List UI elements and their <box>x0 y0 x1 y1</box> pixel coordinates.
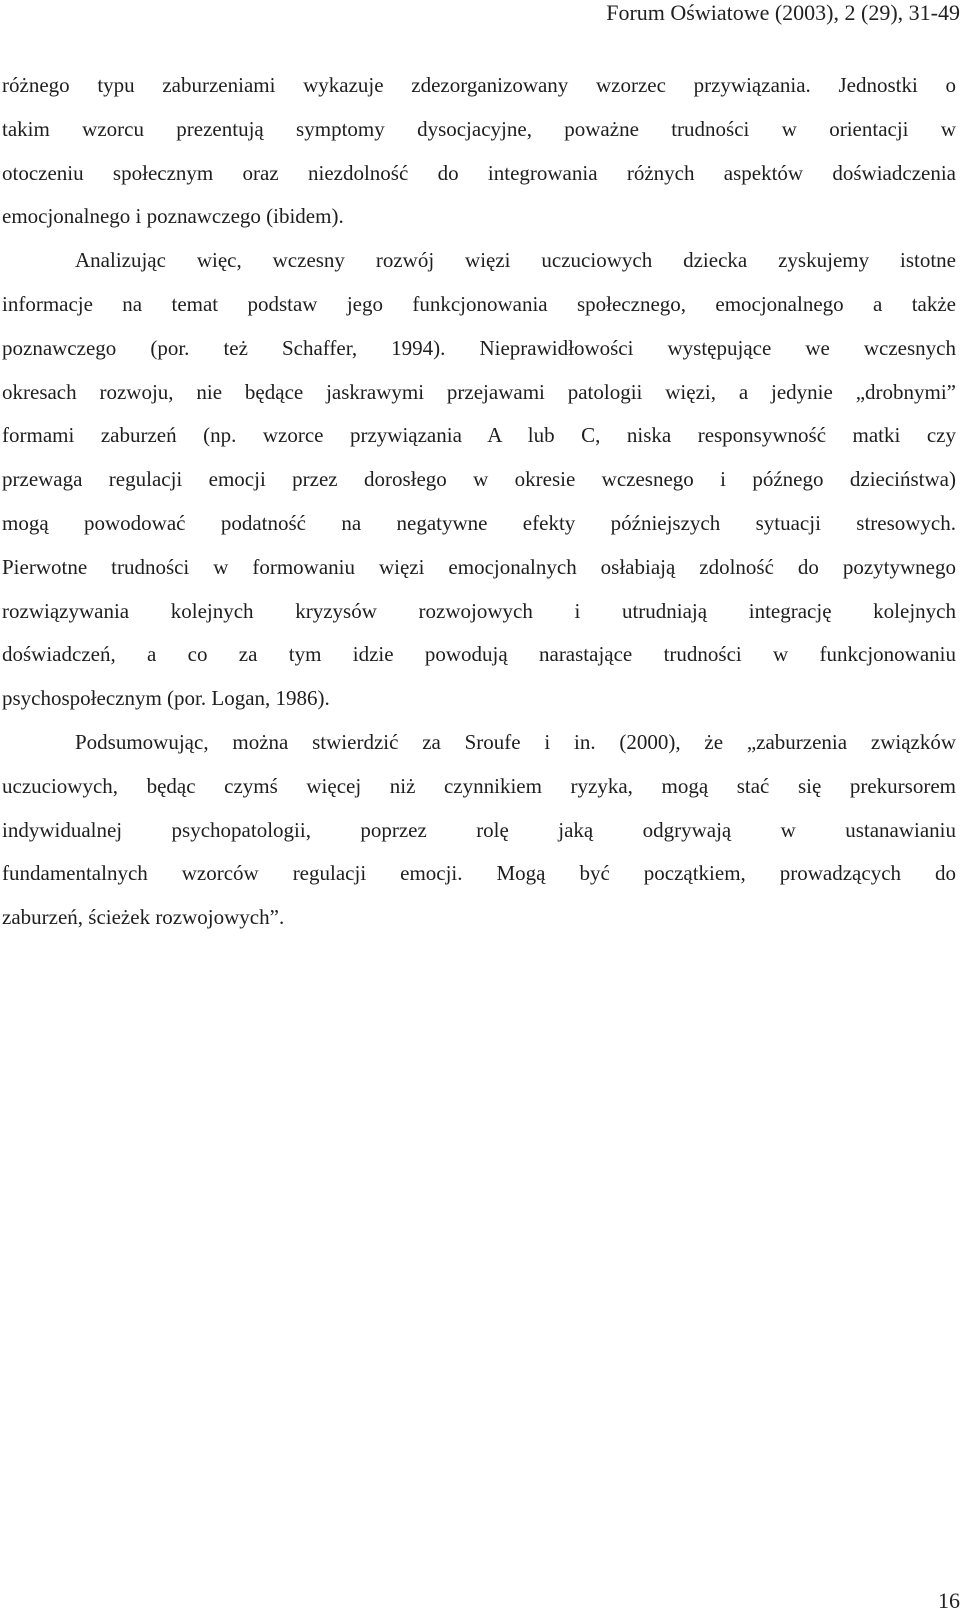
text-line: otoczeniu społecznym oraz niezdolność do integrowania różnych aspektów doświadczenia <box>2 160 956 185</box>
text-line: Podsumowując, można stwierdzić za Sroufe i in. (2000), że „zaburzenia związków <box>75 729 956 754</box>
text-line: informacje na temat podstaw jego funkcjonowania społecznego, emocjonalnego a także <box>2 291 956 316</box>
text-line: różnego typu zaburzeniami wykazuje zdezorganizowany wzorzec przywiązania. Jednostki o <box>2 73 956 97</box>
text-line: Analizując więc, wczesny rozwój więzi uczuciowych dziecka zyskujemy istotne <box>75 248 956 273</box>
text-line: takim wzorcu prezentują symptomy dysocjacyjne, poważne trudności w orientacji w <box>2 116 956 141</box>
running-header: Forum Oświatowe (2003), 2 (29), 31-49 <box>606 0 960 25</box>
text-line: indywidualnej psychopatologii, poprzez rolę jaką odgrywają w ustanawianiu <box>2 817 956 842</box>
text-line: formami zaburzeń (np. wzorce przywiązania A lub C, niska responsywność matki czy <box>2 423 956 448</box>
text-line: psychospołecznym (por. Logan, 1986). <box>2 686 330 711</box>
text-line: uczuciowych, będąc czymś więcej niż czynnikiem ryzyka, mogą stać się prekursorem <box>2 773 956 798</box>
text-line: zaburzeń, ścieżek rozwojowych”. <box>2 905 285 930</box>
text-line: mogą powodować podatność na negatywne efekty późniejszych sytuacji stresowych. <box>2 510 956 535</box>
text-line: doświadczeń, a co za tym idzie powodują narastające trudności w funkcjonowaniu <box>2 642 956 667</box>
text-line: poznawczego (por. też Schaffer, 1994). Nieprawidłowości występujące we wczesnych <box>2 335 956 360</box>
text-line: przewaga regulacji emocji przez dorosłego w okresie wczesnego i późnego dzieciństwa) <box>2 467 956 492</box>
text-line: fundamentalnych wzorców regulacji emocji. Mogą być początkiem, prowadzących do <box>2 861 956 886</box>
page-number: 16 <box>938 1588 960 1613</box>
text-line: Pierwotne trudności w formowaniu więzi emocjonalnych osłabiają zdolność do pozytywnego <box>2 554 956 579</box>
text-line: emocjonalnego i poznawczego (ibidem). <box>2 204 344 229</box>
text-line: rozwiązywania kolejnych kryzysów rozwojowych i utrudniają integrację kolejnych <box>2 598 956 623</box>
text-line: okresach rozwoju, nie będące jaskrawymi przejawami patologii więzi, a jedynie „drobnymi” <box>2 379 956 404</box>
body-text <box>2 64 956 940</box>
